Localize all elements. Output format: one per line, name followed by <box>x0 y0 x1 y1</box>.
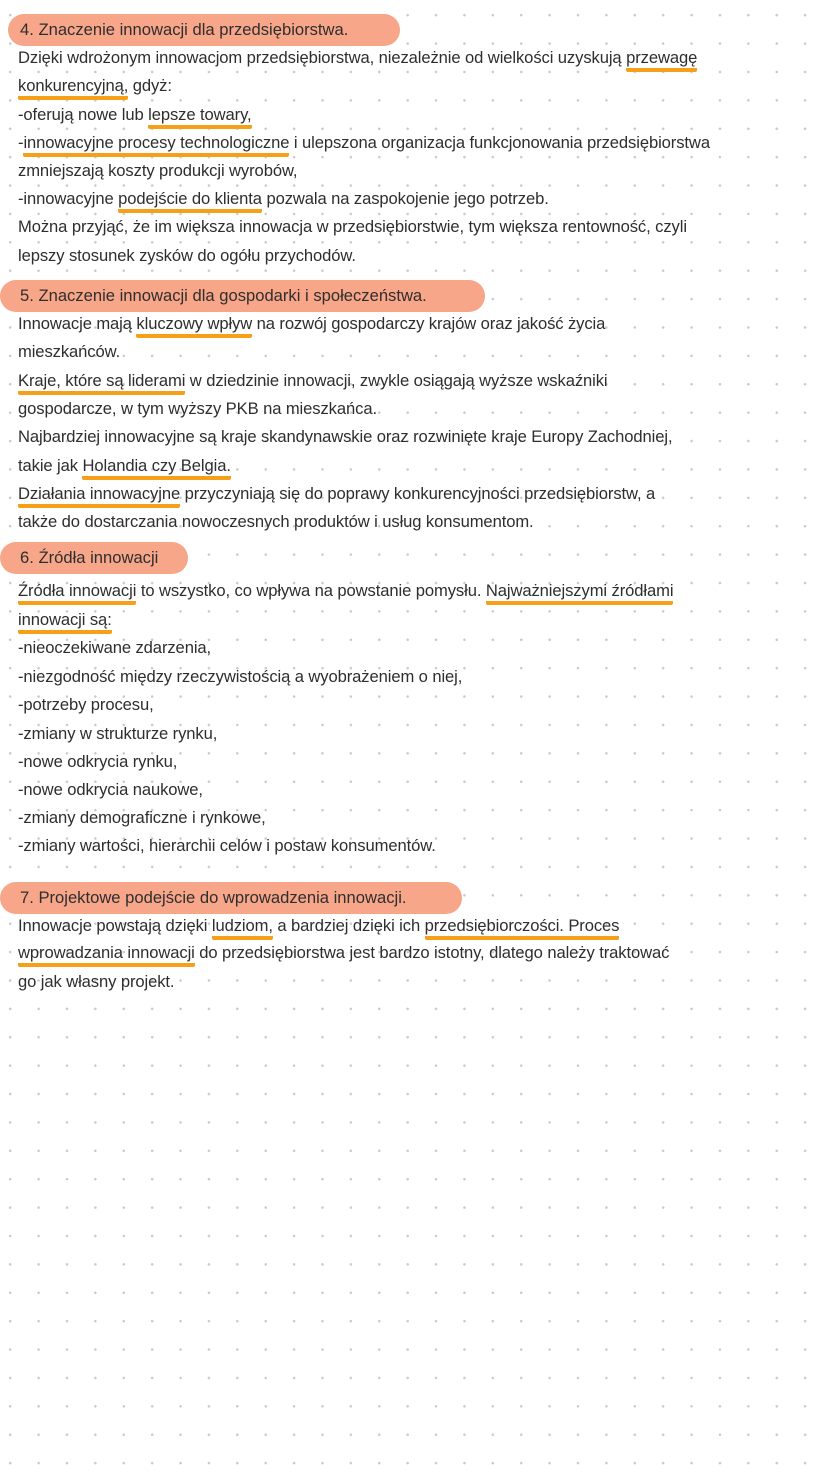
text-segment: -nowe odkrycia naukowe, <box>18 780 203 799</box>
underlined-text: Holandia czy Belgia. <box>82 456 230 480</box>
text-segment: -niezgodność między rzeczywistością a wyobrażeniem o niej, <box>18 667 463 686</box>
underlined-text: Najważniejszymi źródłami <box>486 581 674 605</box>
text-segment: -nowe odkrycia rynku, <box>18 752 178 771</box>
text-line <box>18 188 549 210</box>
text-line <box>18 245 356 267</box>
text-line <box>18 779 203 801</box>
text-segment: to wszystko, co wpływa na powstanie pomysłu. <box>136 581 486 600</box>
underlined-text: kluczowy wpływ <box>136 314 252 338</box>
text-segment: takie jak <box>18 456 83 475</box>
text-line <box>18 723 217 745</box>
underlined-text: innowacyjne procesy technologiczne <box>23 133 289 157</box>
text-line <box>18 942 669 964</box>
text-segment: -potrzeby procesu, <box>18 695 154 714</box>
text-segment: i ulepszona organizacja funkcjonowania przedsiębiorstwa <box>289 133 710 152</box>
text-line <box>18 694 154 716</box>
underlined-text: przewagę <box>626 48 697 72</box>
text-segment: w dziedzinie innowacji, zwykle osiągają wyższe wskaźniki <box>185 371 608 390</box>
text-segment: na rozwój gospodarczy krajów oraz jakość życia <box>252 314 606 333</box>
text-segment: a bardziej dzięki ich <box>272 916 425 935</box>
underlined-text: przedsiębiorczości. Proces <box>425 916 620 940</box>
text-segment: Można przyjąć, że im większa innowacja w przedsiębiorstwie, tym większa rentowność, czyli <box>18 217 687 236</box>
text-line <box>18 370 608 392</box>
text-line <box>18 160 297 182</box>
text-segment: Dzięki wdrożonym innowacjom przedsiębiorstwa, niezależnie od wielkości uzyskują <box>18 48 627 67</box>
underlined-text: Źródła innowacji <box>18 581 136 605</box>
underlined-text: lepsze towary, <box>148 105 251 129</box>
text-segment: -zmiany wartości, hierarchii celów i postaw konsumentów. <box>18 836 436 855</box>
text-line <box>18 132 710 154</box>
text-line <box>18 971 174 993</box>
text-line <box>18 580 673 602</box>
text-line <box>18 341 120 363</box>
text-line <box>18 835 436 857</box>
underlined-text: Kraje, które są liderami <box>18 371 185 395</box>
text-line <box>18 637 211 659</box>
underlined-text: ludziom, <box>212 916 273 940</box>
text-segment: lepszy stosunek zysków do ogółu przychodów. <box>18 246 356 265</box>
text-line <box>18 104 252 126</box>
underlined-text: konkurencyjną, <box>18 76 128 100</box>
text-line <box>18 75 172 97</box>
underlined-text: Działania innowacyjne <box>18 484 180 508</box>
text-line <box>18 455 231 477</box>
text-line <box>18 807 266 829</box>
text-line <box>18 915 619 937</box>
text-line <box>18 666 462 688</box>
text-line <box>18 483 655 505</box>
text-segment: -oferują nowe lub <box>18 105 149 124</box>
text-line <box>18 216 687 238</box>
text-line <box>18 426 672 448</box>
text-segment: pozwala na zaspokojenie jego potrzeb. <box>261 189 549 208</box>
text-segment: -zmiany demograficzne i rynkowe, <box>18 808 266 827</box>
text-segment: -zmiany w strukturze rynku, <box>18 724 218 743</box>
text-segment: do przedsiębiorstwa jest bardzo istotny, dlatego należy traktować <box>194 943 670 962</box>
text-segment: Innowacje powstają dzięki <box>18 916 212 935</box>
text-line <box>18 609 112 631</box>
text-segment: także do dostarczania nowoczesnych produktów i usług konsumentom. <box>18 512 534 531</box>
section-heading: 6. Źródła innowacji <box>0 542 188 574</box>
text-segment: go jak własny projekt. <box>18 972 175 991</box>
text-segment: zmniejszają koszty produkcji wyrobów, <box>18 161 298 180</box>
text-segment: - <box>18 133 24 152</box>
underlined-text: innowacji są: <box>18 610 112 634</box>
text-segment: -nieoczekiwane zdarzenia, <box>18 638 212 657</box>
text-segment: -innowacyjne <box>18 189 119 208</box>
text-segment: przyczyniają się do poprawy konkurencyjności przedsiębiorstw, a <box>180 484 656 503</box>
text-segment: mieszkańców. <box>18 342 121 361</box>
text-line <box>18 313 605 335</box>
text-segment: Najbardziej innowacyjne są kraje skandynawskie oraz rozwinięte kraje Europy Zachodniej, <box>18 427 673 446</box>
section-heading: 5. Znaczenie innowacji dla gospodarki i społeczeństwa. <box>0 280 485 312</box>
underlined-text: wprowadzania innowacji <box>18 943 195 967</box>
text-line <box>18 398 377 420</box>
text-line <box>18 47 697 69</box>
text-segment: gospodarcze, w tym wyższy PKB na mieszkańca. <box>18 399 377 418</box>
text-segment: Innowacje mają <box>18 314 137 333</box>
section-heading: 7. Projektowe podejście do wprowadzenia innowacji. <box>0 882 462 914</box>
text-line <box>18 511 534 533</box>
section-heading: 4. Znaczenie innowacji dla przedsiębiorstwa. <box>8 14 400 46</box>
text-line <box>18 751 177 773</box>
underlined-text: podejście do klienta <box>118 189 262 213</box>
text-segment: gdyż: <box>128 76 172 95</box>
